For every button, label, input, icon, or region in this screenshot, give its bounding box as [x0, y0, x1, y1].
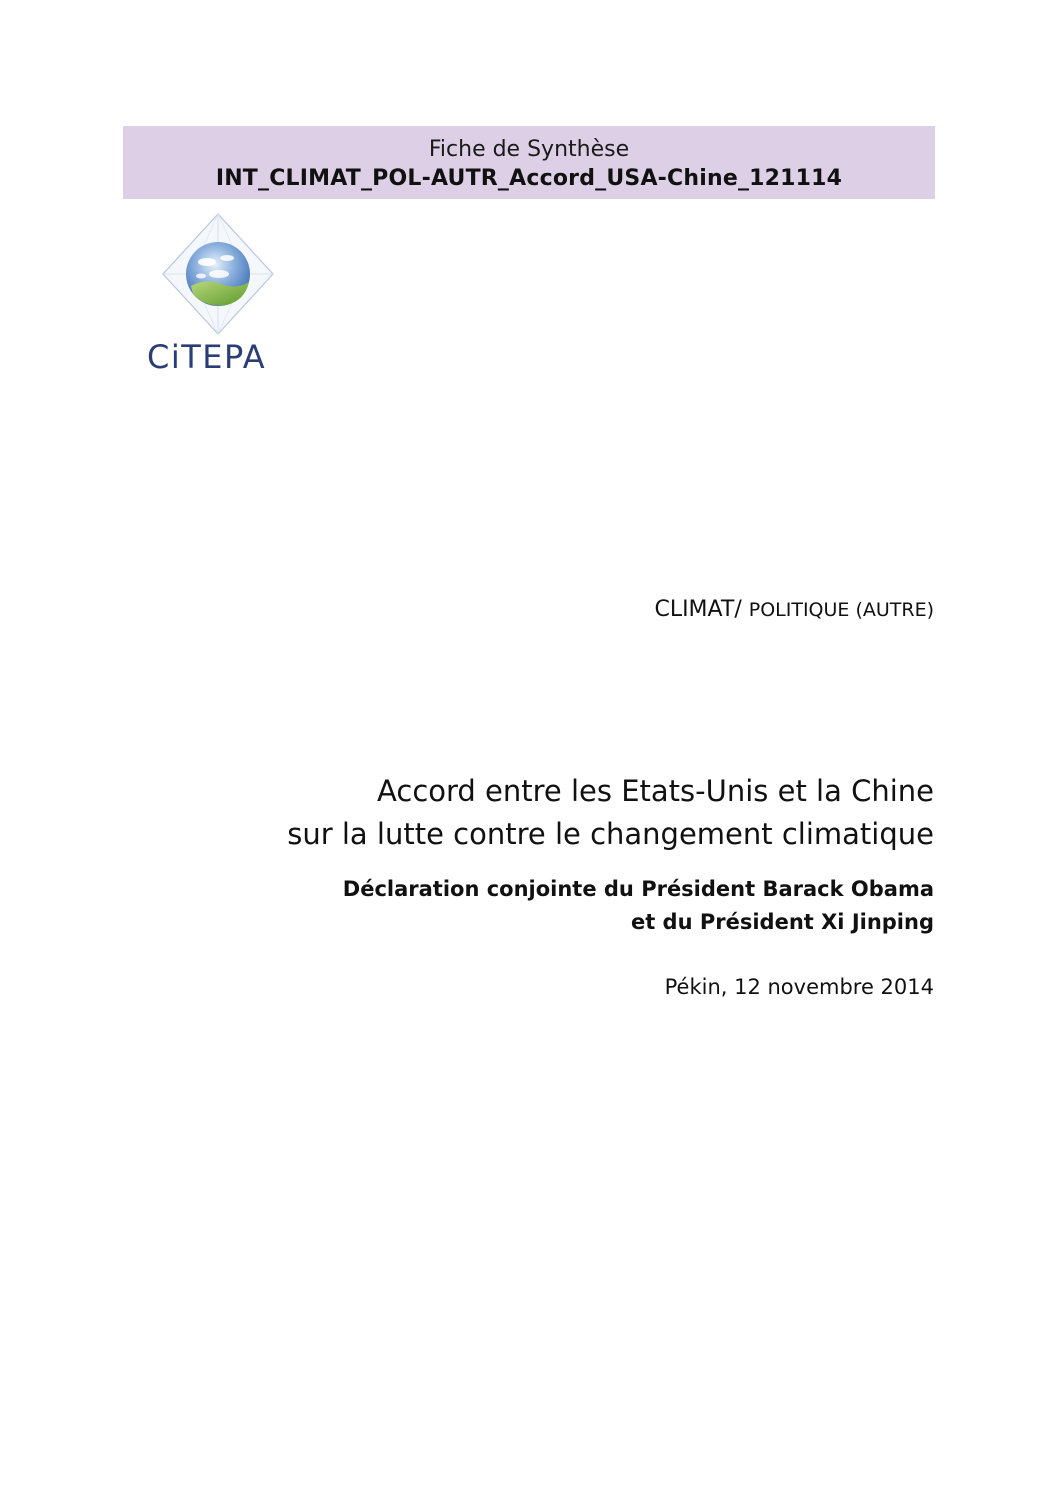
category-separator: / [734, 597, 749, 622]
document-subtitle [343, 873, 934, 939]
header-label: Fiche de Synthèse [428, 137, 630, 162]
document-title [287, 770, 934, 856]
logo-wordmark: CiTEPA [147, 338, 267, 376]
title-line: Accord entre les Etats-Unis et la Chine [377, 774, 934, 808]
header-band [123, 126, 935, 199]
subtitle-line: et du Président Xi Jinping [630, 910, 934, 934]
citepa-logo [143, 210, 303, 380]
globe-in-diamond-icon [161, 212, 281, 336]
category-main: CLIMAT [654, 597, 735, 622]
place-date: Pékin, 12 novembre 2014 [664, 975, 934, 999]
category-sub: POLITIQUE (AUTRE) [748, 599, 934, 621]
subtitle-line: Déclaration conjointe du Président Barack Obama [342, 877, 934, 901]
category-label [654, 597, 934, 622]
document-reference: INT_CLIMAT_POL-AUTR_Accord_USA-Chine_121114 [215, 166, 843, 191]
title-line: sur la lutte contre le changement climatique [287, 817, 934, 851]
